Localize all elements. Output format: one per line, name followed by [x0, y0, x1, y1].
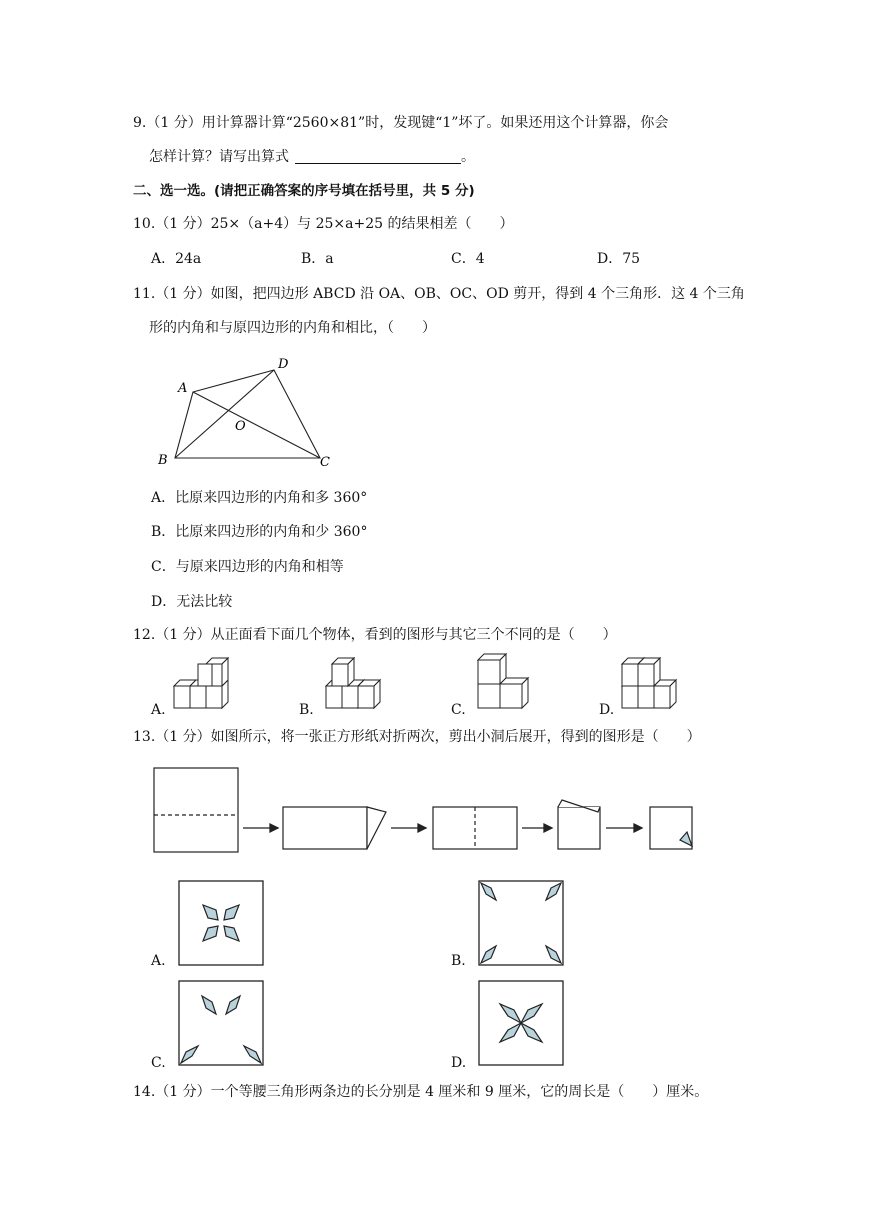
- vertex-d-label: D: [278, 357, 289, 372]
- q13-stem: 13.（1 分）如图所示，将一张正方形纸对折两次，剪出小洞后展开，得到的图形是（ ）: [133, 729, 701, 745]
- q13-folding-process-figure: [150, 760, 700, 860]
- q13-label-b: B.: [451, 953, 466, 969]
- q12-cube-figure-b: [322, 656, 382, 712]
- q11-option-d: D．无法比较: [151, 594, 233, 610]
- q9-line2-text: 怎样计算？请写出算式: [149, 149, 289, 165]
- q13-label-c: C.: [151, 1055, 166, 1071]
- q13-option-a-figure: [178, 880, 264, 966]
- q13-option-c-figure: [178, 980, 264, 1066]
- vertex-b-label: B: [158, 453, 168, 468]
- q10-option-b: B．a: [301, 251, 334, 267]
- q12-cube-figure-d: [618, 654, 678, 712]
- q13-option-b-figure: [478, 880, 564, 966]
- q12-label-a: A.: [151, 702, 166, 718]
- q14-stem: 14.（1 分）一个等腰三角形两条边的长分别是 4 厘米和 9 厘米，它的周长是（ ）厘米。: [133, 1084, 709, 1100]
- q13-option-d-figure: [478, 980, 564, 1066]
- section-2-title: 二、选一选。(请把正确答案的序号填在括号里，共 5 分): [133, 183, 475, 199]
- q12-cube-figure-c: [474, 650, 534, 712]
- q11-option-b: B．比原来四边形的内角和少 360°: [151, 524, 368, 540]
- q11-line2: 形的内角和与原四边形的内角和相比，（ ）: [149, 320, 436, 336]
- q13-label-a: A.: [151, 953, 166, 969]
- q10-option-a: A．24a: [151, 251, 202, 267]
- quadrilateral-abcd-figure: [150, 350, 350, 470]
- q10-option-c: C．4: [451, 251, 485, 267]
- q13-label-d: D.: [451, 1055, 467, 1071]
- q12-label-c: C.: [451, 702, 466, 718]
- q12-cube-figure-a: [170, 656, 230, 712]
- vertex-c-label: C: [320, 455, 330, 470]
- q9-line2: [149, 148, 475, 166]
- center-o-label: O: [235, 419, 246, 434]
- q12-label-d: D.: [599, 702, 615, 718]
- q10-option-d: D．75: [597, 251, 641, 267]
- q11-line1: 11.（1 分）如图，把四边形 ABCD 沿 OA、OB、OC、OD 剪开，得到 4 个三角形．这 4 个三角: [133, 286, 745, 302]
- q9-line1: 9.（1 分）用计算器计算“2560×81”时，发现键“1”坏了。如果还用这个计算器，你会: [133, 115, 669, 131]
- q12-stem: 12.（1 分）从正面看下面几个物体，看到的图形与其它三个不同的是（ ）: [133, 627, 617, 643]
- q11-option-a: A．比原来四边形的内角和多 360°: [151, 490, 368, 506]
- q11-option-c: C．与原来四边形的内角和相等: [151, 559, 344, 575]
- vertex-a-label: A: [178, 381, 188, 396]
- q12-label-b: B.: [299, 702, 314, 718]
- q9-line2-end: 。: [461, 149, 475, 165]
- q9-answer-blank[interactable]: [295, 149, 461, 164]
- q10-stem: 10.（1 分）25×（a+4）与 25×a+25 的结果相差（ ）: [133, 216, 514, 232]
